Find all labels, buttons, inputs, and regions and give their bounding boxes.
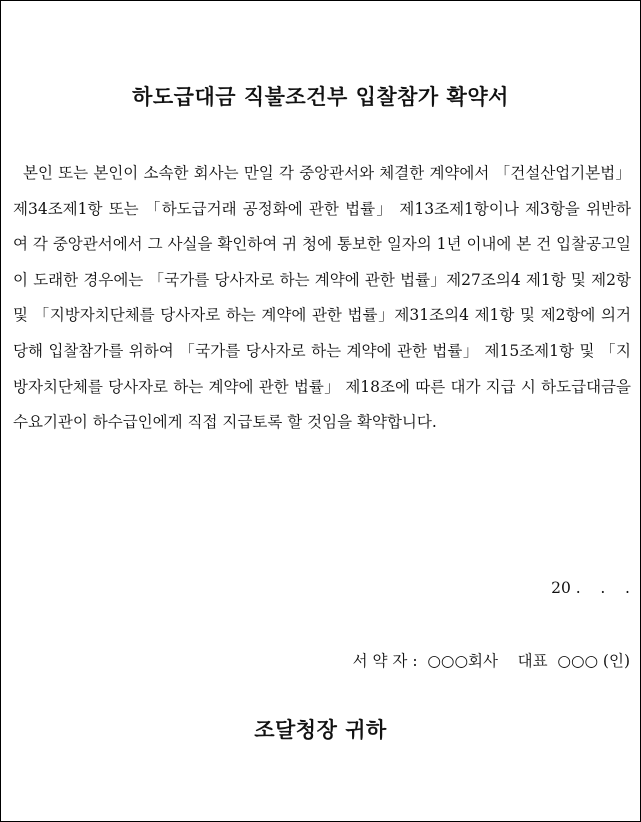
- date-line: 20 . . .: [551, 579, 630, 597]
- signatory-line: 서 약 자 : ○○○회사 대표 ○○○ (인): [352, 652, 630, 670]
- recipient-line: 조달청장 귀하: [254, 717, 387, 742]
- pledge-body-text: 본인 또는 본인이 소속한 회사는 만일 각 중앙관서와 체결한 계약에서 「건설산업기본법」제34조제1항 또는 「하도급거래 공정화에 관한 법률」 제13조제1항이나 제3항을 위반하여 각 중앙관서에서 그 사실을 확인하여 귀 청에 통보한 일자의 1년 이내에 본 건 입찰공고일이 도래한 경우에는 「국가를 당사자로 하는 계약에 관한 법률」제27조의4 제1항 및 제2항 및 「지방자치단체를 당사자로 하는 계약에 관한 법률」제31조의4 제1항 및 제2항에 의거 당해 입찰참가를 위하여 「국가를 당사자로 하는 계약에 관한 법률」 제15조제1항 및 「지방자치단체를 당사자로 하는 계약에 관한 법률」 제18조에 따른 대가 지급 시 하도급대금을 수요기관이 하수급인에게 직접 지급토록 할 것임을 확약합니다.: [13, 164, 631, 432]
- document-title: 하도급대금 직불조건부 입찰참가 확약서: [132, 84, 509, 109]
